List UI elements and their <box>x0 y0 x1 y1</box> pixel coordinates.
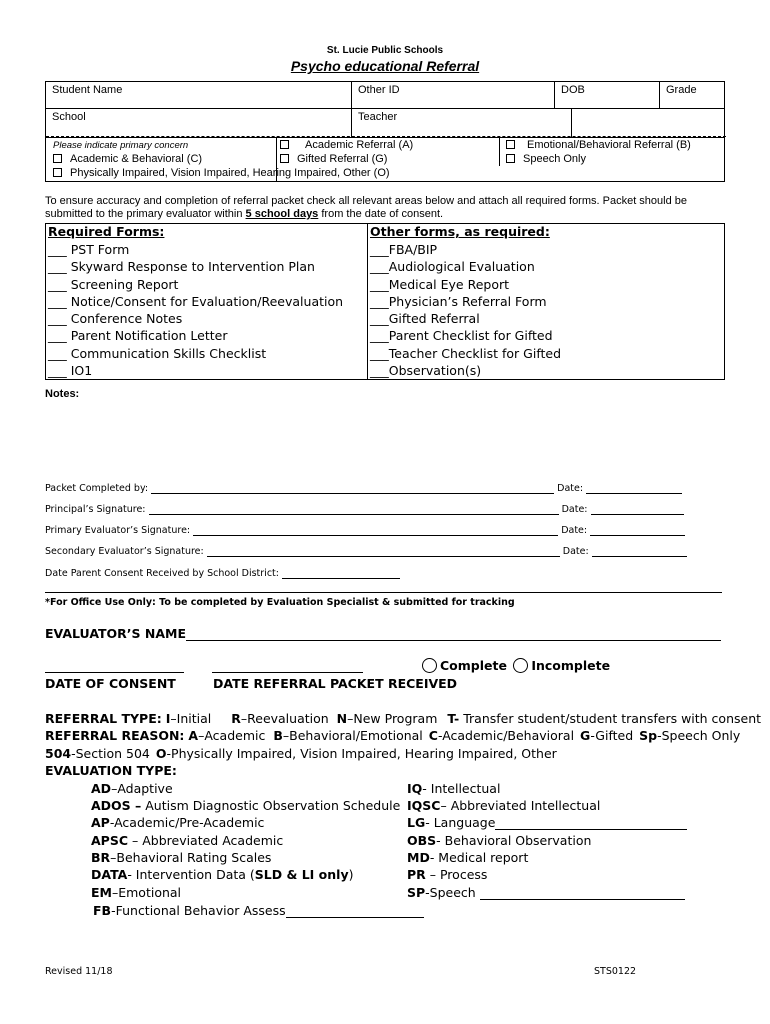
list-item[interactable]: ___Gifted Referral <box>370 311 480 327</box>
evaluator-name-field[interactable] <box>186 628 721 641</box>
primary-evaluator-row <box>45 525 685 536</box>
emotional-behavioral-option[interactable]: Emotional/Behavioral Referral (B) <box>506 139 691 151</box>
school-district-name: St. Lucie Public Schools <box>326 45 444 56</box>
list-item: LG- Language <box>407 815 687 830</box>
evaluator-name-row <box>45 626 721 641</box>
list-item: IQSC– Abbreviated Intellectual <box>407 798 601 813</box>
required-forms-title: Required Forms: <box>48 224 165 239</box>
list-item[interactable]: ___ Skyward Response to Intervention Plan <box>48 259 315 275</box>
school-field[interactable] <box>46 109 352 138</box>
list-item[interactable]: ___ Communication Skills Checklist <box>48 345 267 361</box>
date-label: Date: <box>557 483 584 494</box>
checkbox-icon[interactable] <box>280 140 289 149</box>
teacher-cell[interactable] <box>352 109 572 137</box>
principal-label: Principal’s Signature: <box>45 504 146 515</box>
secondary-evaluator-label: Secondary Evaluator’s Signature: <box>45 546 204 557</box>
list-item: PR – Process <box>407 867 488 882</box>
radio-button-icon[interactable] <box>422 658 437 673</box>
list-item[interactable]: ___Physician’s Referral Form <box>370 293 547 309</box>
teacher-field[interactable] <box>352 109 725 138</box>
notes-label: Notes: <box>45 388 80 400</box>
status-options <box>422 658 610 674</box>
primary-concern-prompt: Please indicate primary concern <box>53 140 189 151</box>
other-forms-column <box>370 224 561 379</box>
date-label: Date: <box>561 504 588 515</box>
required-forms-column <box>48 224 343 379</box>
referral-reason-row: REFERRAL REASON: A–Academic B–Behavioral/Emotional C-Academic/Behavioral G-Gifted Sp-Speech Only <box>45 728 741 743</box>
list-item: SP-Speech <box>407 885 685 900</box>
packet-completed-field[interactable] <box>151 483 554 494</box>
speech-only-option[interactable]: Speech Only <box>506 153 586 165</box>
primary-evaluator-signature-field[interactable] <box>193 525 558 536</box>
list-item[interactable]: ___ Screening Report <box>48 276 179 292</box>
referral-type-row: REFERRAL TYPE: I–Initial R–Reevaluation N–New Program T- Transfer student/student transfers with consent <box>45 711 762 726</box>
checkbox-icon[interactable] <box>280 154 289 163</box>
principal-row <box>45 504 684 515</box>
section-divider <box>45 592 722 593</box>
gifted-referral-option[interactable]: Gifted Referral (G) <box>280 153 387 165</box>
consent-received-label: Date Parent Consent Received by School District: <box>45 568 279 579</box>
list-item: AP-Academic/Pre-Academic <box>91 815 265 830</box>
complete-option[interactable]: Complete <box>422 658 507 673</box>
dob-field[interactable] <box>555 82 660 109</box>
grade-field[interactable] <box>660 82 725 109</box>
list-item[interactable]: ___ Parent Notification Letter <box>48 328 228 344</box>
student-name-field[interactable] <box>46 82 352 109</box>
form-code: STS0122 <box>594 966 637 977</box>
list-item[interactable]: ___Teacher Checklist for Gifted <box>370 345 562 361</box>
list-item[interactable]: ___Observation(s) <box>370 363 482 379</box>
date-received-label: DATE REFERRAL PACKET RECEIVED <box>213 676 458 691</box>
list-item[interactable]: ___Parent Checklist for Gifted <box>370 328 553 344</box>
list-item: EM–Emotional <box>91 885 182 900</box>
list-item: OBS- Behavioral Observation <box>407 833 592 848</box>
consent-received-date-field[interactable] <box>282 568 400 579</box>
date-of-consent-field[interactable] <box>45 660 184 673</box>
date-label: Date: <box>561 525 588 536</box>
checkbox-icon[interactable] <box>53 154 62 163</box>
principal-signature-field[interactable] <box>149 504 559 515</box>
list-item: DATA- Intervention Data (SLD & LI only) <box>91 867 354 882</box>
grade-label: Grade <box>666 84 697 96</box>
list-item: AD–Adaptive <box>91 781 173 796</box>
list-item[interactable]: ___ Conference Notes <box>48 311 183 327</box>
forms-checklist-box <box>45 223 725 380</box>
list-item[interactable]: ___Medical Eye Report <box>370 276 510 292</box>
academic-referral-option[interactable]: Academic Referral (A) <box>280 139 413 151</box>
secondary-evaluator-date-field[interactable] <box>592 546 687 557</box>
list-item: FB-Functional Behavior Assess <box>93 903 424 918</box>
secondary-evaluator-signature-field[interactable] <box>207 546 560 557</box>
student-info-table <box>45 81 725 138</box>
incomplete-option[interactable]: Incomplete <box>513 658 610 673</box>
checkbox-icon[interactable] <box>53 168 62 177</box>
instructions-text: To ensure accuracy and completion of referral packet check all relevant areas below and attach all required forms. Packet should be submitted to the primary evaluator within 5 school days from the date of consent. <box>45 195 688 220</box>
dob-label: DOB <box>561 84 585 96</box>
list-item: MD- Medical report <box>407 850 529 865</box>
checkbox-icon[interactable] <box>506 140 515 149</box>
speech-field[interactable] <box>480 887 685 900</box>
primary-concern-section <box>45 137 725 182</box>
revision-date: Revised 11/18 <box>45 966 113 977</box>
list-item: APSC – Abbreviated Academic <box>91 833 284 848</box>
date-label: Date: <box>562 546 589 557</box>
evaluator-name-label: EVALUATOR’S NAME <box>45 626 187 641</box>
list-item[interactable]: ___ IO1 <box>48 363 93 379</box>
radio-button-icon[interactable] <box>513 658 528 673</box>
packet-date-field[interactable] <box>586 483 682 494</box>
date-of-consent-label: DATE OF CONSENT <box>45 676 176 691</box>
academic-behavioral-option[interactable]: Academic & Behavioral (C) <box>53 153 202 165</box>
list-item: BR–Behavioral Rating Scales <box>91 850 272 865</box>
functional-behavior-field[interactable] <box>286 905 424 918</box>
other-id-field[interactable] <box>352 82 555 109</box>
list-item[interactable]: ___ PST Form <box>48 242 130 257</box>
list-item: ADOS – Autism Diagnostic Observation Schedule <box>91 798 401 813</box>
date-received-field[interactable] <box>212 660 363 673</box>
list-item[interactable]: ___ Notice/Consent for Evaluation/Reevaluation <box>48 293 344 309</box>
checkbox-icon[interactable] <box>506 154 515 163</box>
packet-completed-row <box>45 483 682 494</box>
list-item: IQ- Intellectual <box>407 781 501 796</box>
primary-evaluator-date-field[interactable] <box>590 525 685 536</box>
secondary-evaluator-row <box>45 546 687 557</box>
packet-completed-label: Packet Completed by: <box>45 483 149 494</box>
other-forms-title: Other forms, as required: <box>370 224 550 239</box>
principal-date-field[interactable] <box>591 504 684 515</box>
language-field[interactable] <box>495 817 687 830</box>
list-item[interactable]: ___FBA/BIP <box>370 242 438 257</box>
referral-reason-row-2: 504-Section 504 O-Physically Impaired, Vision Impaired, Hearing Impaired, Other <box>45 746 557 761</box>
evaluation-type-label: EVALUATION TYPE: <box>45 763 177 778</box>
teacher-label: Teacher <box>358 111 398 123</box>
consent-received-row <box>45 568 400 579</box>
student-name-label: Student Name <box>52 84 123 96</box>
school-label: School <box>52 111 86 123</box>
list-item[interactable]: ___Audiological Evaluation <box>370 259 535 275</box>
other-id-label: Other ID <box>358 84 400 96</box>
office-use-note: *For Office Use Only: To be completed by Evaluation Specialist & submitted for tracking <box>45 597 515 608</box>
form-title: Psycho educational Referral <box>290 58 480 74</box>
deadline-emphasis: 5 school days <box>245 208 319 220</box>
physically-impaired-option[interactable]: Physically Impaired, Vision Impaired, Hearing Impaired, Other (O) <box>53 167 390 179</box>
primary-evaluator-label: Primary Evaluator’s Signature: <box>45 525 191 536</box>
